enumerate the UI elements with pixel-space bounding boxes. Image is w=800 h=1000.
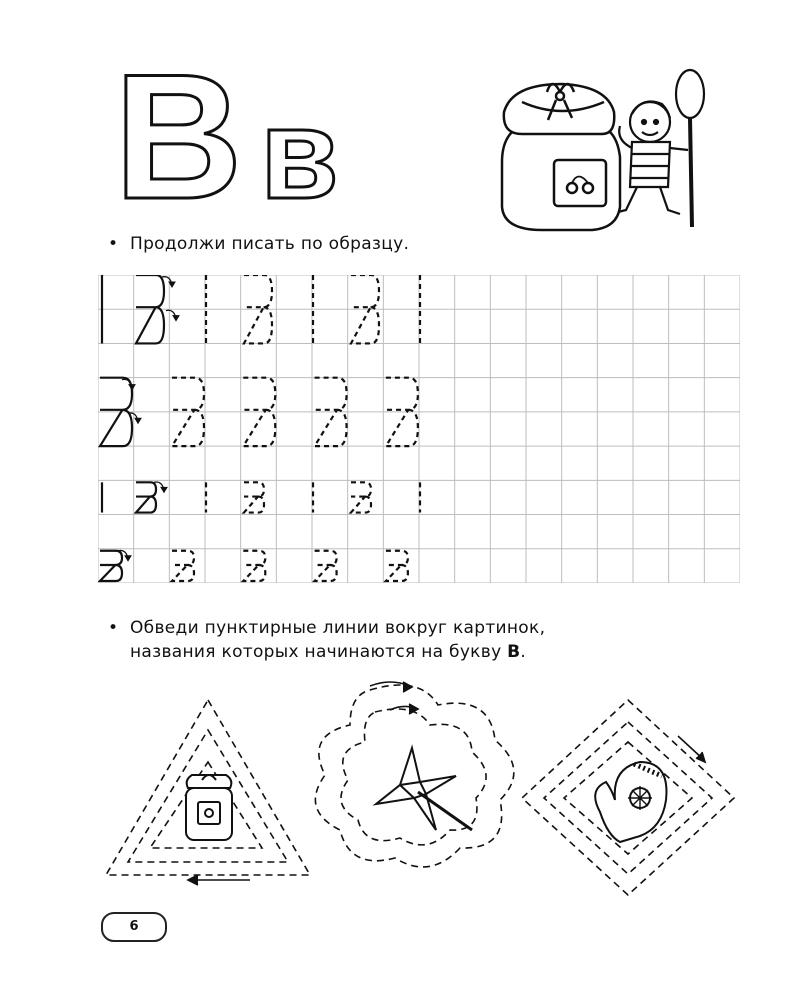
instruction-line-1: Обведи пунктирные линии вокруг картинок, xyxy=(130,618,546,638)
jar-and-boy-illustration xyxy=(492,62,722,242)
bullet: • xyxy=(108,618,119,638)
instruction-line-2-end: . xyxy=(520,642,527,662)
bullet: • xyxy=(108,234,119,254)
tracing-letter-b xyxy=(136,482,156,512)
jam-jar-icon xyxy=(186,775,232,840)
curve-arrowhead xyxy=(161,487,167,492)
tracing-letter-b xyxy=(243,551,265,581)
instruction-bold-letter: В xyxy=(507,642,521,662)
tracing-letter-b xyxy=(386,551,408,581)
instruction-text: Продолжи писать по образцу. xyxy=(130,234,410,254)
tracing-letter-b xyxy=(315,551,337,581)
trace-figures xyxy=(100,680,750,900)
writing-grid xyxy=(98,275,740,587)
tracing-letter-b xyxy=(172,551,194,581)
tracing-letter-b xyxy=(100,551,122,581)
boy-with-spoon-icon xyxy=(618,70,704,227)
letter-header xyxy=(110,60,370,210)
page-number-badge: 6 xyxy=(101,912,167,942)
instruction-trace-lines xyxy=(108,616,545,664)
tracing-letter-b xyxy=(244,482,264,512)
triangle-arrow-icon xyxy=(188,875,250,885)
instruction-write-by-sample xyxy=(108,232,409,256)
curve-arrowhead xyxy=(135,418,141,423)
flower-arrow-icon xyxy=(370,682,418,714)
curve-arrowhead xyxy=(169,282,175,287)
tracing-letter-b xyxy=(351,482,371,512)
big-letter-lower: в xyxy=(260,83,339,210)
grid-lines xyxy=(98,275,740,583)
jar-icon xyxy=(502,84,620,230)
curve-arrowhead xyxy=(125,556,131,561)
instruction-line-2: названия которых начинаются на букву xyxy=(130,642,508,662)
pinwheel-icon xyxy=(376,748,472,830)
big-letter-upper: В xyxy=(114,60,243,210)
curve-arrowhead xyxy=(173,316,179,321)
